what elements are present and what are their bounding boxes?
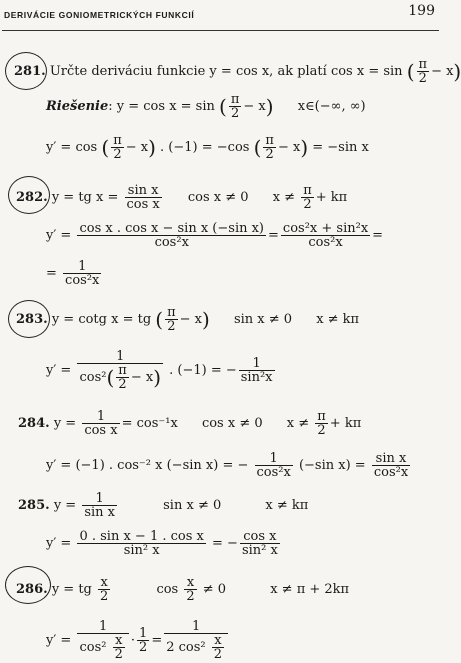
problem-number: 282. [16,190,48,205]
fraction: $\frac{1}{\text{cos²x}}$ [65,259,100,288]
problem-number: 283. [16,312,48,327]
condition: sin x ≠ 0 [163,498,222,513]
fraction: $\frac{\text{cos²x + sin²x}}{\text{cos²x}}$ [282,221,369,250]
problem-285-function: 285. y = $\frac{1}{\text{sin x}}$ sin x ≠ 0 x ≠ kπ [18,491,309,520]
fraction: $\frac{x}{2}$ [100,575,109,604]
condition: x ≠ kπ [316,312,360,327]
condition: cos x ≠ 0 [201,416,263,431]
problem-number: 285. [18,498,50,513]
fraction: $\frac{x}{2}$ [186,575,195,604]
paren-open: ( [406,59,415,84]
fraction: $\frac{\pi}{2}$ [317,409,326,438]
problem-285-derivative: y′ = $\frac{\text{0 . sin x − 1 . cos x}}{\text{sin² x}}$ = − $\frac{\text{cos x}}{\text{sin² x}}$ [46,529,278,558]
fraction: $\frac{\text{cos x . cos x − sin x (−sin x)}}{\text{cos²x}}$ [79,221,265,250]
condition: sin x ≠ 0 [233,312,293,327]
fraction: 1 cos²( $\frac{\pi}{2}$ − x) [79,349,161,392]
fraction: $\frac{1}{\text{sin²x}}$ [240,356,273,385]
problem-281-statement [14,58,461,85]
fraction: $\frac{\text{0 . sin x − 1 . cos x}}{\text{sin² x}}$ [79,529,204,558]
condition: cos x ≠ 0 [187,190,249,205]
problem-283-function: 283. y = cotg x = tg ( $\frac{\pi}{2}$ − x) sin x ≠ 0 x ≠ kπ [16,305,360,334]
problem-282-derivative: y′ = $\frac{\text{cos x . cos x − sin x (−sin x)}}{\text{cos²x}}$ = $\frac{\text{cos²x + sin²x}}{\text{cos²x}}$ = [46,221,384,250]
paren-close: ) [453,59,461,84]
fraction: $\frac{\text{sin x}}{\text{cos²x}}$ [373,451,409,480]
problem-282-function: 282. y = tg x = $\frac{\text{sin x}}{\text{cos x}}$ cos x ≠ 0 x ≠ $\frac{\pi}{2}$ + kπ [16,183,348,212]
fraction: $\frac{\text{cos x}}{\text{sin² x}}$ [241,529,278,558]
fraction: 1 2 cos² $\frac{x}{2}$ [164,620,228,661]
domain: x∈(−∞, ∞) [297,99,366,114]
problem-286-function: 286. y = tg $\frac{x}{2}$ cos $\frac{x}{2}$ ≠ 0 x ≠ π + 2kπ [16,575,350,604]
running-head: DERIVÁCIE GONIOMETRICKÝCH FUNKCIÍ [4,10,195,20]
statement-text: Určte deriváciu funkcie y = cos x, ak platí cos x = sin [49,64,403,79]
problem-281-derivative: y′ = cos ( $\frac{\pi}{2}$ − x) . (−1) = −cos ( $\frac{\pi}{2}$ − x) = −sin x [46,133,369,162]
problem-282-result: = $\frac{1}{\text{cos²x}}$ [46,259,100,288]
problem-284-function: 284. y = $\frac{1}{\text{cos x}}$ = cos⁻¹x cos x ≠ 0 x ≠ $\frac{\pi}{2}$ + kπ [18,409,362,438]
problem-number: 281. [14,64,46,79]
statement-tail: − x [431,64,454,79]
fraction: $\frac{1}{\text{sin x}}$ [84,491,115,520]
fraction: $\frac{1}{2}$ [139,626,148,655]
fraction: $\frac{\pi}{2}$ [230,92,240,121]
fraction: 1 cos² $\frac{x}{2}$ [77,620,128,661]
fraction: $\frac{\pi}{2}$ [113,133,122,162]
fraction: $\frac{1}{\text{cos x}}$ [84,409,118,438]
problem-number: 284. [18,416,50,431]
problem-284-derivative: y′ = (−1) . cos⁻² x (−sin x) = − $\frac{1}{\text{cos²x}}$ (−sin x) = $\frac{\text{sin x}}{\text{cos²x}}$ [46,451,409,480]
solution-label: Riešenie [46,99,109,114]
condition: x ≠ π + 2kπ [270,582,350,597]
condition: x ≠ kπ [265,498,309,513]
header-rule [2,30,439,31]
problem-283-derivative: y′ = 1 cos²( $\frac{\pi}{2}$ − x) . (−1) = − $\frac{1}{\text{sin²x}}$ [46,349,273,392]
problem-281-solution: Riešenie: y = cos x = sin ( $\frac{\pi}{2}$ − x) x∈(−∞, ∞) [46,92,366,121]
page-number: 199 [408,3,435,19]
fraction: $\frac{\pi}{2}$ [303,183,312,212]
problem-286-derivative: y′ = 1 cos² $\frac{x}{2}$ · $\frac{1}{2}$ = 1 2 cos² $\frac{x}{2}$ [46,620,230,661]
fraction: $\frac{1}{\text{cos²x}}$ [256,451,291,480]
fraction: $\frac{\text{sin x}}{\text{cos x}}$ [126,183,160,212]
problem-number: 286. [16,582,48,597]
solution-text: : y = cos x = sin [108,99,215,114]
fraction: $\frac{\pi}{2}$ [265,133,274,162]
fraction: $\frac{\pi}{2}$ [418,57,428,86]
fraction: $\frac{\pi}{2}$ [167,305,176,334]
